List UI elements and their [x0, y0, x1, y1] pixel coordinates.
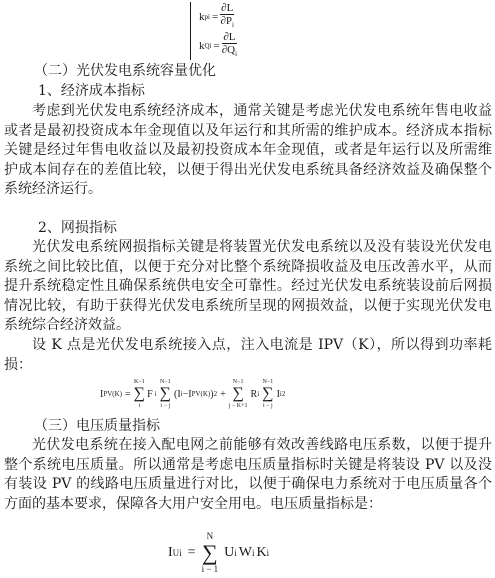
kp-symbol: k [199, 10, 205, 23]
paragraph-network-loss: 光伏发电系统网损指标关键是将装置光伏发电系统以及没有装设光伏发电系统之间比较比值，以便于充分对比整个系统降损收益及电压改善水平，从而提升系统稳定性且确保系统供电安全可靠性。经过光伏发电系统装设前后网损情况比较，有助于获得光伏发电系统所呈现的网损效益，以便于实现光伏发电系统综合经济效益。 [4, 239, 492, 333]
kq-symbol: k [199, 39, 205, 52]
sum-symbol: N ∑ i − 1 [201, 531, 219, 574]
kq-equation: k Qi = $\frac{\partial L}{\partial Q_i}$ [199, 31, 238, 58]
kq-fraction: $\frac{\partial L}{\partial Q_i}$ [221, 31, 238, 58]
kp-fraction: $\frac{\partial L}{\partial P_i}$ [220, 2, 234, 29]
voltage-formula: I Ui = N ∑ i − 1 U i W i K i [168, 531, 270, 574]
kp-equation: k pi = $\frac{\partial L}{\partial P_i}$ [199, 2, 234, 29]
paragraph-voltage-quality: 光伏发电系统在接入配电网之前能够有效改善线路电压系数，以便于提升整个系统电压质量。所以通常是考虑电压质量指标时关键是将装设 PV 以及没有装设 PV 的线路电压质量进行对比，以便于确保电力系统对于电压质量各个方面的基本要求，保障各大用户安全用电。电压质量指标是： [4, 437, 492, 512]
subheading-network-loss: 2、网损指标 [38, 220, 117, 236]
sum-symbol: N−1 ∑ i − j [262, 379, 274, 409]
sum-symbol: K−1 ∑ i [133, 379, 146, 409]
sum-symbol: N−1 ∑ j − K+1 [228, 379, 248, 409]
subheading-economic-cost: 1、经济成本指标 [38, 83, 145, 99]
section-heading-voltage: （三）电压质量指标 [34, 418, 160, 434]
paragraph-economic-cost: 考虑到光伏发电系统经济成本，通常关键是考虑光伏发电系统年售电收益或者是最初投资成本年金现值以及年运行和其所需的维护成本。经济成本指标关键是经过年售电收益以及最初投资成本年金现值，或者是年运行以及所需维护成本间存在的差值比较，以便于得出光伏发电系统具备经济效益及确保整个系统经济运行。 [4, 103, 492, 197]
paragraph-injection-point: 设 K 点是光伏发电系统接入点，注入电流是 IPV（K），所以得到功率耗损： [4, 337, 492, 373]
top-formula [190, 2, 269, 60]
sum-symbol: N−1 ∑ i − j [159, 379, 171, 409]
loss-formula: I PV(K) = K−1 ∑ i F i N−1 ∑ i − j (I i −I PV(K) ) 2 + N−1 ∑ j − K+1 R i N−1 ∑ i − j I i 2 [100, 379, 286, 409]
section-heading-capacity: （二）光伏发电系统容量优化 [34, 63, 216, 79]
